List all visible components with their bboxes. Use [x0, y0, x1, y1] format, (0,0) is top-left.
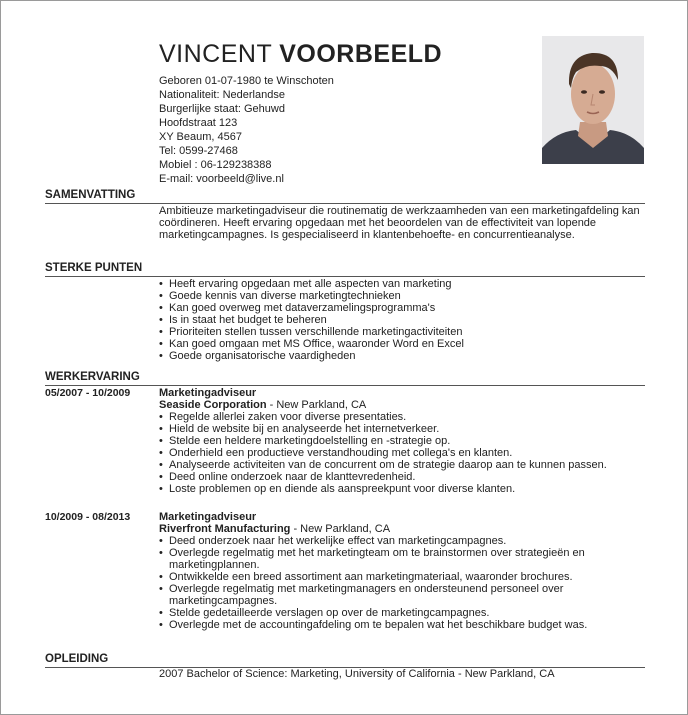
strengths-divider	[45, 276, 645, 277]
strengths-list	[159, 278, 649, 362]
mobile-line: Mobiel : 06-129238388	[159, 159, 272, 171]
job-entry	[159, 511, 649, 631]
list-item: • Analyseerde activiteiten van de concurrent om de strategie daarop aan te kunnen passen.	[159, 459, 649, 471]
job-dates: 05/2007 - 10/2009	[45, 387, 131, 399]
job-title: Marketingadviseur	[159, 387, 257, 399]
company-name: Seaside Corporation	[159, 399, 267, 411]
list-item: • Deed online onderzoek naar de klanttevredenheid.	[159, 471, 649, 483]
last-name: VOORBEELD	[279, 40, 443, 68]
list-item: • Overlegde regelmatig met het marketingteam om te brainstormen over strategieën en marketingplannen.	[159, 547, 649, 571]
employer-line	[159, 523, 649, 535]
education-heading: OPLEIDING	[45, 653, 109, 665]
summary-divider	[45, 203, 645, 204]
education-entry: 2007 Bachelor of Science: Marketing, University of California - New Parkland, CA	[159, 668, 555, 680]
email-line: E-mail: voorbeeld@live.nl	[159, 173, 284, 185]
profile-photo	[542, 36, 644, 164]
postal-line: XY Beaum, 4567	[159, 131, 242, 143]
first-name: VINCENT	[159, 40, 272, 68]
marital-status-line: Burgerlijke staat: Gehuwd	[159, 103, 285, 115]
list-item: • Prioriteiten stellen tussen verschillende marketingactiviteiten	[159, 326, 649, 338]
contact-details	[159, 74, 334, 186]
phone-line: Tel: 0599-27468	[159, 145, 238, 157]
summary-paragraph: Ambitieuze marketingadviseur die routinematig de werkzaamheden van een marketingafdeling kan coördineren. Heeft ervaring opgedaan met het beoordelen van de effectiviteit van lopende marketingcampagnes. Is gespecialiseerd in klantenbehoefte- en concurrentieanalyse.	[159, 205, 640, 241]
street-line: Hoofdstraat 123	[159, 117, 238, 129]
list-item: • Is in staat het budget te beheren	[159, 314, 649, 326]
list-item: • Ontwikkelde een breed assortiment aan marketingmateriaal, waaronder brochures.	[159, 571, 649, 583]
list-item: • Deed onderzoek naar het werkelijke effect van marketingcampagnes.	[159, 535, 649, 547]
job-entry	[159, 387, 649, 495]
list-item: • Overlegde met de accountingafdeling om te bepalen wat het beschikbare budget was.	[159, 619, 649, 631]
job-title: Marketingadviseur	[159, 511, 257, 523]
list-item: • Loste problemen op en diende als aanspreekpunt voor diverse klanten.	[159, 483, 649, 495]
company-location: - New Parkland, CA	[266, 399, 367, 411]
candidate-name	[159, 40, 442, 69]
list-item: • Overlegde regelmatig met marketingmanagers en ondersteunend personeel over marketingcampagnes.	[159, 583, 649, 607]
job-dates: 10/2009 - 08/2013	[45, 511, 131, 523]
summary-text	[159, 205, 649, 241]
list-item: • Onderhield een productieve verstandhouding met collega's en klanten.	[159, 447, 649, 459]
list-item: • Kan goed omgaan met MS Office, waaronder Word en Excel	[159, 338, 649, 350]
list-item: • Stelde een heldere marketingdoelstelling en -strategie op.	[159, 435, 649, 447]
experience-divider	[45, 385, 645, 386]
strengths-heading: STERKE PUNTEN	[45, 262, 143, 274]
employer-line	[159, 399, 649, 411]
summary-heading: SAMENVATTING	[45, 189, 136, 201]
list-item: • Hield de website bij en analyseerde het internetverkeer.	[159, 423, 649, 435]
birth-line: Geboren 01-07-1980 te Winschoten	[159, 75, 334, 87]
company-location: - New Parkland, CA	[290, 523, 391, 535]
list-item: • Stelde gedetailleerde verslagen op over de marketingcampagnes.	[159, 607, 649, 619]
list-item: • Heeft ervaring opgedaan met alle aspecten van marketing	[159, 278, 649, 290]
nationality-line: Nationaliteit: Nederlandse	[159, 89, 285, 101]
list-item: • Goede organisatorische vaardigheden	[159, 350, 649, 362]
list-item: • Kan goed overweg met dataverzamelingsprogramma's	[159, 302, 649, 314]
list-item: • Goede kennis van diverse marketingtechnieken	[159, 290, 649, 302]
company-name: Riverfront Manufacturing	[159, 523, 291, 535]
list-item: • Regelde allerlei zaken voor diverse presentaties.	[159, 411, 649, 423]
experience-heading: WERKERVARING	[45, 371, 140, 383]
